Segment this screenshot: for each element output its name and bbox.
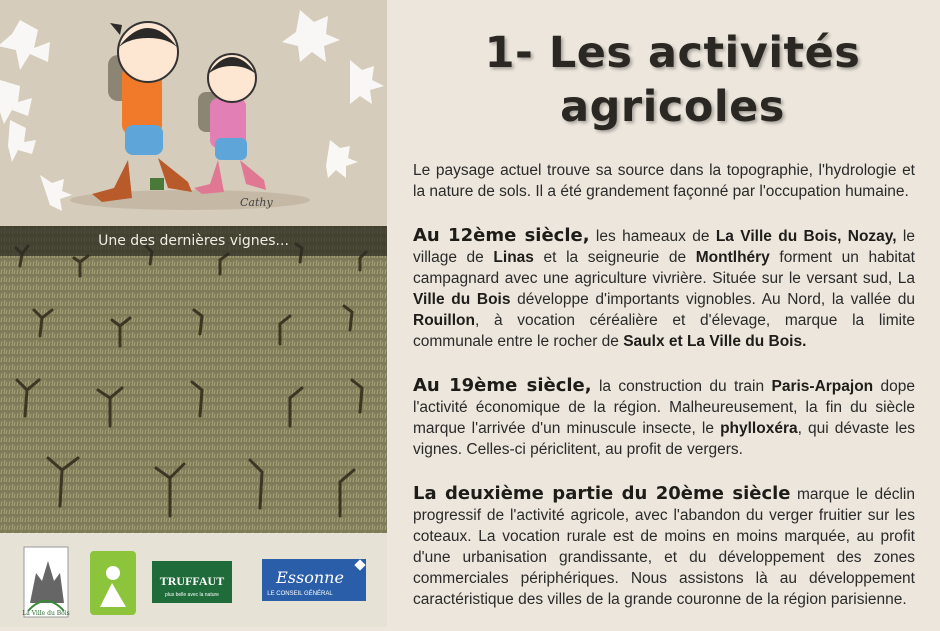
svg-text:Essonne: Essonne: [276, 568, 344, 587]
essonne-logo: [262, 559, 366, 601]
place-name: Rouillon: [413, 312, 475, 329]
insect-name: phylloxéra: [720, 420, 798, 437]
left-column: [0, 0, 387, 627]
text-run: et la seigneurie de: [533, 249, 696, 266]
svg-text:TRUFFAUT: TRUFFAUT: [159, 574, 225, 588]
child-one: [92, 22, 192, 202]
intro-paragraph: Le paysage actuel trouve sa source dans la topographie, l'hydrologie et la nature de sols. Il a été grandement façonné par l'occupation humaine.: [413, 162, 915, 200]
truffaut-logo: [152, 561, 232, 603]
sponsor-logos: [0, 533, 387, 627]
place-name: Paris-Arpajon: [771, 378, 874, 395]
page-title: 1- Les activités agricoles: [484, 28, 861, 132]
logos-graphic: [0, 533, 387, 627]
svg-text:La Ville du Bois: La Ville du Bois: [22, 610, 70, 617]
place-name: Saulx et La Ville du Bois.: [623, 333, 807, 350]
text-run: les hameaux de: [589, 228, 716, 245]
svg-text:LE CONSEIL GÉNÉRAL: LE CONSEIL GÉNÉRAL: [267, 591, 333, 597]
place-name: Ville du Bois: [413, 291, 511, 308]
text-run: dope l'activité économique de la région. Malheureusement, la fin du siècle marque l'arrivée d'un minuscule insecte, le: [413, 378, 915, 437]
paragraph-19th-century: [413, 375, 915, 460]
text-run: marque le déclin progressif de l'activité agricole, avec l'abandon du verger fruitier sur les coteaux. La vocation rurale est de moins en moins marquée, au profit d'une urbanisation grandissante, et du développement des zones commerciales périphériques. Nous assistons là au développement caractéristique des villes de la grande couronne de la région parisienne.: [413, 486, 915, 608]
place-name: Linas: [493, 249, 534, 266]
children-illustration: [0, 0, 387, 226]
paragraph-heading: La deuxième partie du 20ème siècle: [413, 483, 791, 504]
paragraph-heading: Au 12ème siècle,: [413, 225, 590, 246]
text-run: développe d'importants vignobles. Au Nord, la vallée du: [510, 291, 915, 308]
paragraph-12th-century: [413, 225, 915, 352]
place-name: Montlhéry: [695, 249, 770, 266]
photo-caption: Une des dernières vignes...: [0, 226, 387, 256]
paragraph-20th-century: [413, 483, 915, 610]
paragraph-heading: Au 19ème siècle,: [413, 375, 592, 396]
text-run: forment un habitat campagnard avec une agriculture vivrière. Située sur le versant sud, La: [413, 249, 915, 287]
illustration-graphic: [0, 0, 387, 226]
green-person-logo: [90, 551, 136, 615]
text-run: le village de: [413, 228, 915, 266]
text-run: , qui dévaste les vignes. Celles-ci périclitent, au profit de vergers.: [413, 420, 916, 458]
child-two: [194, 54, 266, 194]
vineyard-graphic: [0, 226, 387, 533]
artist-signature: Cathy: [240, 196, 273, 209]
svg-text:plus belle avec la nature: plus belle avec la nature: [165, 592, 219, 598]
text-run: la construction du train: [591, 378, 772, 395]
place-name: La Ville du Bois, Nozay,: [715, 228, 897, 245]
vineyard-photo: [0, 226, 387, 533]
text-run: , à vocation céréalière et d'élevage, marque la limite communale entre le rocher de: [413, 312, 915, 350]
ville-du-bois-logo: [22, 547, 70, 617]
